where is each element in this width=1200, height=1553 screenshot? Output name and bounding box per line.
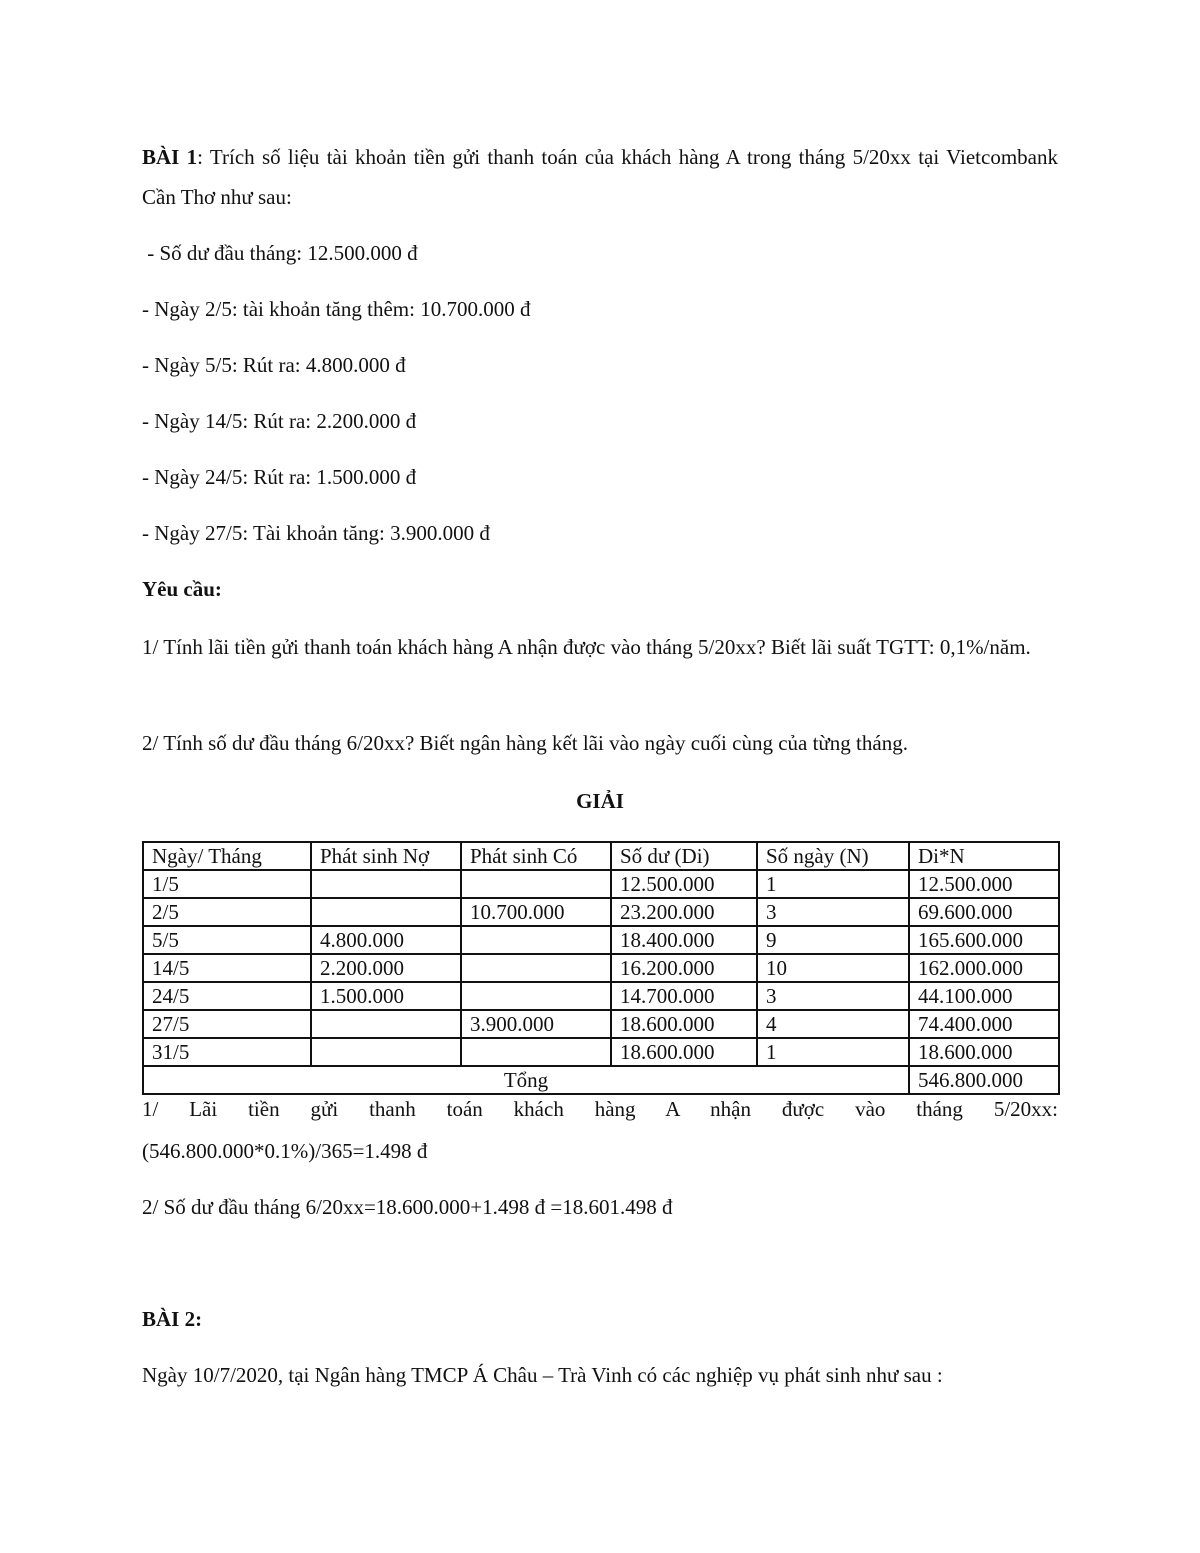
table-cell: 16.200.000 [611,954,757,982]
table-cell [311,898,461,926]
bai1-item-27-5: - Ngày 27/5: Tài khoản tăng: 3.900.000 đ [142,521,490,545]
answer-1-line-2: (546.800.000*0.1%)/365=1.498 đ [142,1139,428,1163]
table-cell: 4 [757,1010,909,1038]
header-cell: Di*N [909,842,1059,870]
bai1-item-24-5: - Ngày 24/5: Rút ra: 1.500.000 đ [142,465,417,489]
requirement-1: 1/ Tính lãi tiền gửi thanh toán khách hàng A nhận được vào tháng 5/20xx? Biết lãi suất TGTT: 0,1%/năm. [142,635,1031,659]
table-cell: 44.100.000 [909,982,1059,1010]
table-cell: 9 [757,926,909,954]
table-row [143,1038,1059,1066]
requirement-2: 2/ Tính số dư đầu tháng 6/20xx? Biết ngân hàng kết lãi vào ngày cuối cùng của từng tháng. [142,731,908,755]
answer-2: 2/ Số dư đầu tháng 6/20xx=18.600.000+1.498 đ =18.601.498 đ [142,1195,673,1219]
requirements-heading: Yêu cầu: [142,577,222,601]
bai1-item-2-5: - Ngày 2/5: tài khoản tăng thêm: 10.700.000 đ [142,297,531,321]
table-cell: 12.500.000 [611,870,757,898]
interest-calculation-table [142,841,1060,1095]
total-label: Tổng [143,1066,909,1094]
table-cell: 162.000.000 [909,954,1059,982]
table-cell: 1 [757,870,909,898]
table-cell: 3.900.000 [461,1010,611,1038]
header-cell: Số ngày (N) [757,842,909,870]
table-cell [461,954,611,982]
table-cell [461,870,611,898]
table-row [143,898,1059,926]
table-cell: 3 [757,898,909,926]
table-cell: 4.800.000 [311,926,461,954]
table-cell: 14/5 [143,954,311,982]
table-row [143,982,1059,1010]
table-cell: 1.500.000 [311,982,461,1010]
table-cell: 31/5 [143,1038,311,1066]
table-cell: 2.200.000 [311,954,461,982]
table-cell [461,1038,611,1066]
header-cell: Số dư (Di) [611,842,757,870]
table-cell [461,926,611,954]
table-cell: 3 [757,982,909,1010]
table-cell: 23.200.000 [611,898,757,926]
table-cell: 1/5 [143,870,311,898]
bai2-heading: BÀI 2: [142,1307,203,1331]
bai1-item-opening-balance: - Số dư đầu tháng: 12.500.000 đ [142,241,418,265]
table-cell: 10.700.000 [461,898,611,926]
bai2-text: Ngày 10/7/2020, tại Ngân hàng TMCP Á Châu – Trà Vinh có các nghiệp vụ phát sinh như sau : [142,1363,943,1387]
bai1-intro-paragraph [142,137,1058,217]
table-cell [311,1038,461,1066]
table-cell: 24/5 [143,982,311,1010]
solution-heading: GIẢI [576,789,624,813]
table-cell: 74.400.000 [909,1010,1059,1038]
table-cell [311,1010,461,1038]
header-cell: Phát sinh Nợ [311,842,461,870]
table-cell: 165.600.000 [909,926,1059,954]
table-cell: 1 [757,1038,909,1066]
table-header-row [143,842,1059,870]
total-value: 546.800.000 [909,1066,1059,1094]
table-cell: 14.700.000 [611,982,757,1010]
table-cell: 12.500.000 [909,870,1059,898]
table-cell: 27/5 [143,1010,311,1038]
table-cell: 18.600.000 [611,1010,757,1038]
header-cell: Ngày/ Tháng [143,842,311,870]
table-cell: 5/5 [143,926,311,954]
answer-1-line-1: 1/ Lãi tiền gửi thanh toán khách hàng A nhận được vào tháng 5/20xx: [142,1097,1058,1121]
bai1-label: BÀI 1 [142,145,198,169]
table-cell [311,870,461,898]
table-cell: 10 [757,954,909,982]
bai1-intro-text: : Trích số liệu tài khoản tiền gửi thanh toán của khách hàng A trong tháng 5/20xx tại Vietcombank Cần Thơ như sau: [142,145,1058,209]
table-cell [461,982,611,1010]
bai1-item-14-5: - Ngày 14/5: Rút ra: 2.200.000 đ [142,409,417,433]
table-cell: 18.400.000 [611,926,757,954]
header-cell: Phát sinh Có [461,842,611,870]
table-row [143,926,1059,954]
table-row [143,1010,1059,1038]
table-cell: 18.600.000 [909,1038,1059,1066]
bai1-item-5-5: - Ngày 5/5: Rút ra: 4.800.000 đ [142,353,406,377]
table-cell: 2/5 [143,898,311,926]
table-row [143,870,1059,898]
table-row [143,954,1059,982]
table-cell: 18.600.000 [611,1038,757,1066]
table-cell: 69.600.000 [909,898,1059,926]
